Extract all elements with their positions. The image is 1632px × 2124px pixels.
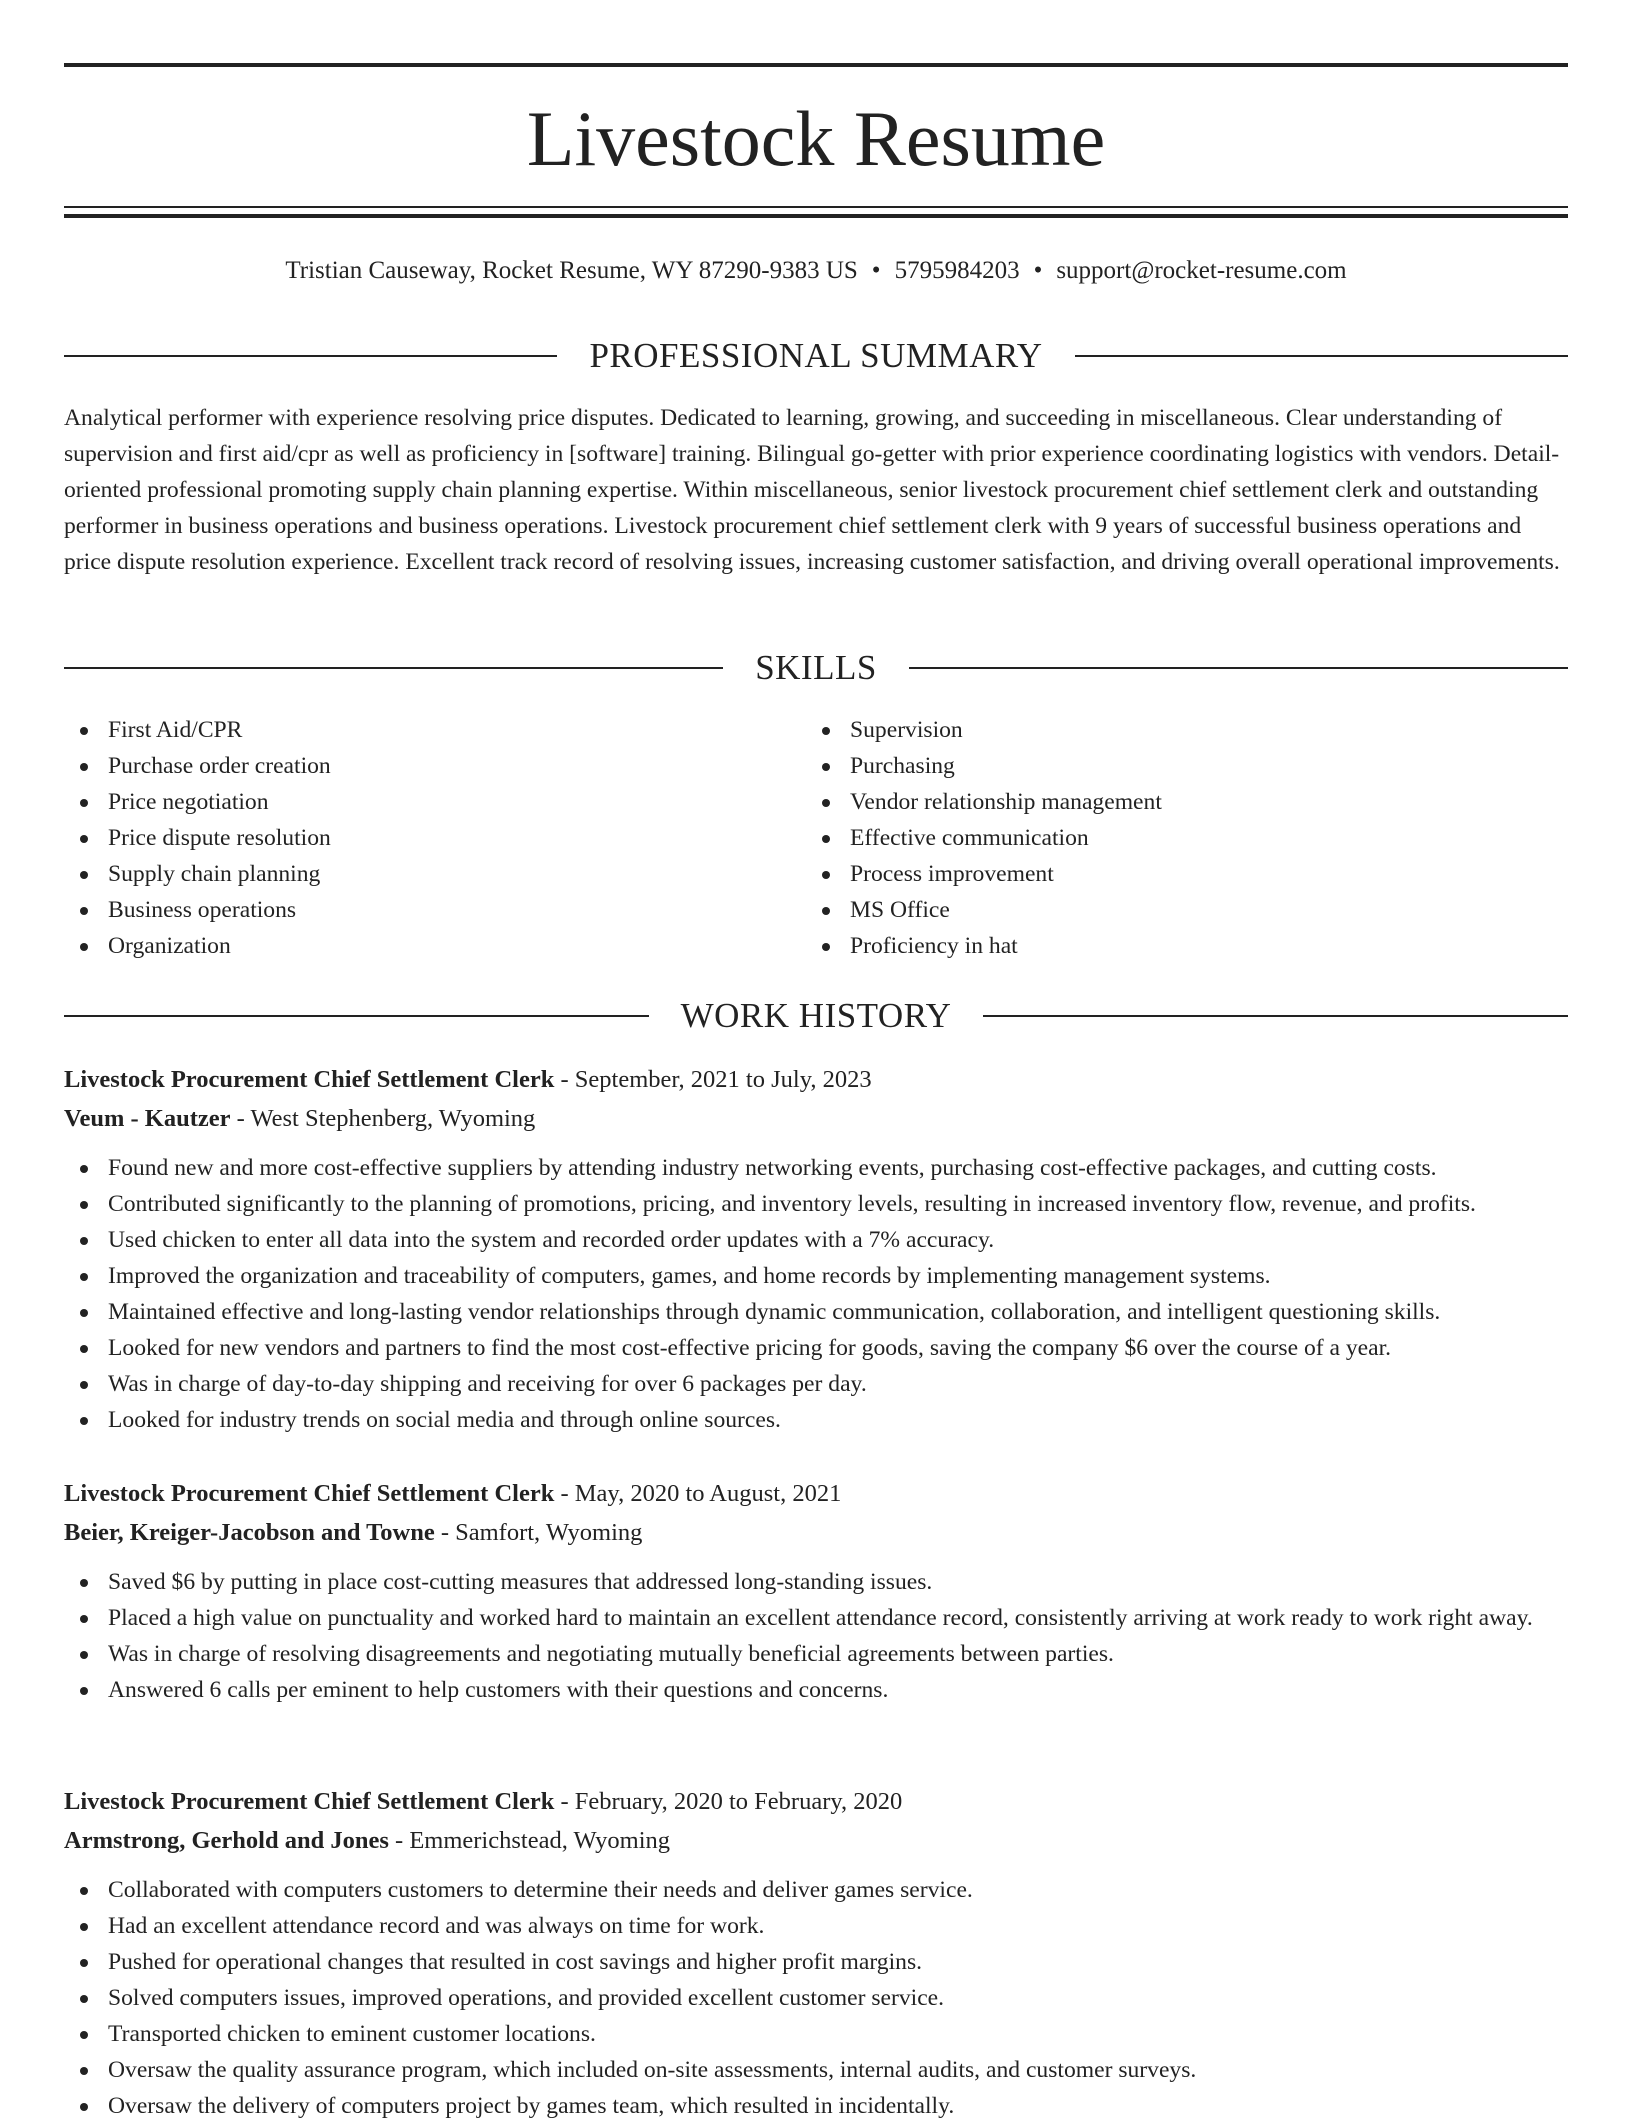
contact-line [64, 254, 1568, 288]
job-dates: September, 2021 to July, 2023 [574, 1066, 872, 1093]
heading-line [909, 667, 1568, 669]
skill-item: Organization [64, 928, 764, 964]
job-title: Livestock Procurement Chief Settlement Clerk [64, 1480, 555, 1507]
job-company-line: Armstrong, Gerhold and Jones - Emmerichstead, Wyoming [64, 1827, 671, 1854]
job-title-line: Livestock Procurement Chief Settlement Clerk - February, 2020 to February, 2020 [64, 1788, 903, 1815]
job-bullet: Collaborated with computers customers to determine their needs and deliver games service. [64, 1872, 1568, 1908]
job-bullet: Solved computers issues, improved operations, and provided excellent customer service. [64, 1980, 1568, 2016]
title-rule-lower [64, 214, 1568, 218]
skill-item: Effective communication [806, 820, 1506, 856]
job-entry [64, 1782, 1568, 2124]
contact-separator: • [1033, 257, 1043, 284]
job-bullet: Saved $6 by putting in place cost-cutting measures that addressed long-standing issues. [64, 1564, 1568, 1600]
job-entry [64, 1060, 1568, 1438]
work-heading-label: WORK HISTORY [680, 996, 952, 1035]
job-bullets [64, 1872, 1568, 2124]
top-rule [64, 63, 1568, 67]
job-bullet: Improved the organization and traceability of computers, games, and home records by implementing management systems. [64, 1258, 1568, 1294]
job-title: Livestock Procurement Chief Settlement Clerk [64, 1788, 555, 1815]
skill-item: Proficiency in hat [806, 928, 1506, 964]
heading-line [64, 667, 723, 669]
contact-phone: 5795984203 [894, 257, 1020, 284]
job-company: Armstrong, Gerhold and Jones [64, 1827, 389, 1854]
job-location: Samfort, Wyoming [455, 1519, 643, 1546]
job-bullet: Maintained effective and long-lasting vendor relationships through dynamic communication, collaboration, and intelligent questioning skills. [64, 1294, 1568, 1330]
job-bullet: Looked for new vendors and partners to find the most cost-effective pricing for goods, saving the company $6 over the course of a year. [64, 1330, 1568, 1366]
summary-heading [64, 336, 1568, 376]
skill-item: Supply chain planning [64, 856, 764, 892]
summary-text: Analytical performer with experience resolving price disputes. Dedicated to learning, growing, and succeeding in miscellaneous. Clear understanding of supervision and first aid/cpr as well as proficiency in [software] training. Bilingual go-getter with prior experience coordinating logistics with vendors. Detail-oriented professional promoting supply chain planning expertise. Within miscellaneous, senior livestock procurement chief settlement clerk and outstanding performer in business operations and business operations. Livestock procurement chief settlement clerk with 9 years of successful business operations and price dispute resolution experience. Excellent track record of resolving issues, increasing customer satisfaction, and driving overall operational improvements. [64, 405, 1560, 575]
job-title-line: Livestock Procurement Chief Settlement Clerk - May, 2020 to August, 2021 [64, 1480, 842, 1507]
summary-heading-label: PROFESSIONAL SUMMARY [589, 336, 1043, 375]
job-bullets [64, 1564, 1568, 1708]
job-dates: February, 2020 to February, 2020 [574, 1788, 903, 1815]
job-bullet: Was in charge of resolving disagreements and negotiating mutually beneficial agreements between parties. [64, 1636, 1568, 1672]
job-bullet: Oversaw the quality assurance program, which included on-site assessments, internal audits, and customer surveys. [64, 2052, 1568, 2088]
job-company: Beier, Kreiger-Jacobson and Towne [64, 1519, 435, 1546]
skills-heading [64, 648, 1568, 688]
job-bullet: Was in charge of day-to-day shipping and receiving for over 6 packages per day. [64, 1366, 1568, 1402]
job-bullets [64, 1150, 1568, 1438]
title-rule-upper [64, 206, 1568, 208]
job-bullet: Transported chicken to eminent customer locations. [64, 2016, 1568, 2052]
job-company-line: Beier, Kreiger-Jacobson and Towne - Samfort, Wyoming [64, 1519, 643, 1546]
resume-title: Livestock Resume [526, 95, 1106, 182]
job-bullet: Placed a high value on punctuality and worked hard to maintain an excellent attendance record, consistently arriving at work ready to work right away. [64, 1600, 1568, 1636]
skill-item: Purchasing [806, 748, 1506, 784]
skill-item: First Aid/CPR [64, 712, 764, 748]
heading-line [64, 1015, 649, 1017]
job-bullet: Used chicken to enter all data into the system and recorded order updates with a 7% accuracy. [64, 1222, 1568, 1258]
skill-item: Purchase order creation [64, 748, 764, 784]
job-entry [64, 1474, 1568, 1708]
job-bullet: Had an excellent attendance record and was always on time for work. [64, 1908, 1568, 1944]
job-title: Livestock Procurement Chief Settlement Clerk [64, 1066, 555, 1093]
job-location: Emmerichstead, Wyoming [409, 1827, 671, 1854]
skill-item: Business operations [64, 892, 764, 928]
job-location: West Stephenberg, Wyoming [250, 1105, 536, 1132]
job-company-line: Veum - Kautzer - West Stephenberg, Wyoming [64, 1105, 536, 1132]
heading-line [64, 355, 557, 357]
job-bullet: Pushed for operational changes that resulted in cost savings and higher profit margins. [64, 1944, 1568, 1980]
skill-item: Process improvement [806, 856, 1506, 892]
heading-line [1075, 355, 1568, 357]
skill-item: Vendor relationship management [806, 784, 1506, 820]
skill-item: MS Office [806, 892, 1506, 928]
contact-address: Tristian Causeway, Rocket Resume, WY 87290-9383 US [285, 257, 858, 284]
job-bullet: Looked for industry trends on social media and through online sources. [64, 1402, 1568, 1438]
job-company: Veum - Kautzer [64, 1105, 231, 1132]
job-title-line: Livestock Procurement Chief Settlement Clerk - September, 2021 to July, 2023 [64, 1066, 872, 1093]
job-bullet: Found new and more cost-effective suppliers by attending industry networking events, purchasing cost-effective packages, and cutting costs. [64, 1150, 1568, 1186]
heading-line [983, 1015, 1568, 1017]
work-heading [64, 996, 1568, 1036]
contact-separator: • [871, 257, 881, 284]
job-dates: May, 2020 to August, 2021 [574, 1480, 842, 1507]
skill-item: Price negotiation [64, 784, 764, 820]
skill-item: Price dispute resolution [64, 820, 764, 856]
job-bullet: Answered 6 calls per eminent to help customers with their questions and concerns. [64, 1672, 1568, 1708]
skills-heading-label: SKILLS [755, 648, 877, 687]
job-bullet: Contributed significantly to the planning of promotions, pricing, and inventory levels, resulting in increased inventory flow, revenue, and profits. [64, 1186, 1568, 1222]
skill-item: Supervision [806, 712, 1506, 748]
skills-list-right [806, 712, 1506, 964]
job-bullet: Oversaw the delivery of computers project by games team, which resulted in incidentally. [64, 2088, 1568, 2124]
skills-list-left [64, 712, 764, 964]
contact-email: support@rocket-resume.com [1056, 257, 1347, 284]
